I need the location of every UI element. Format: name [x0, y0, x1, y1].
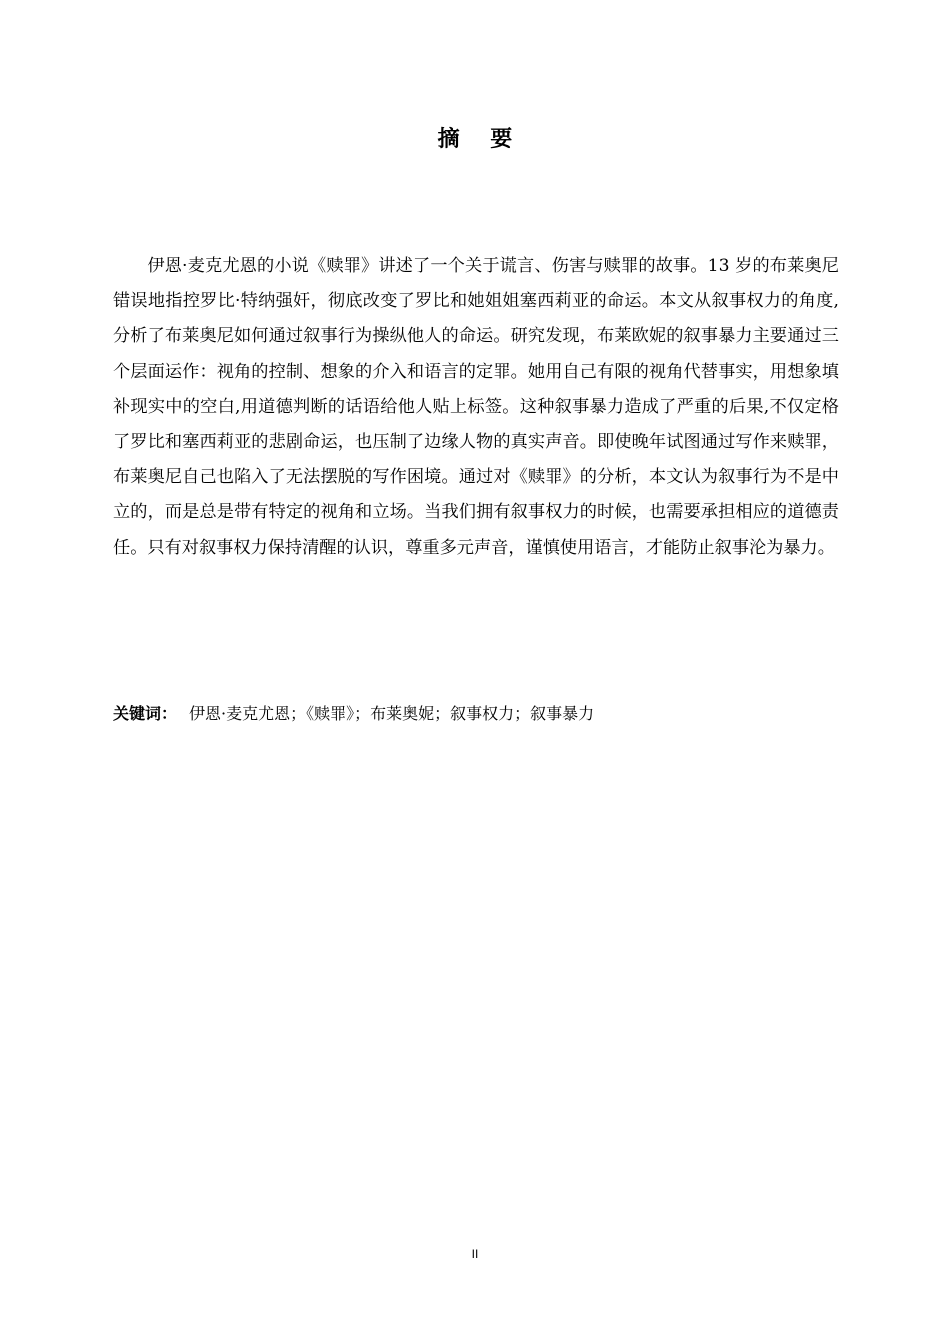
page-title: 摘 要 — [437, 127, 513, 152]
keywords-text: 伊恩·麦克尤恩；《赎罪》；布莱奥妮；叙事权力；叙事暴力 — [189, 704, 595, 723]
page-number: II — [471, 1247, 479, 1261]
keywords-label: 关键词： — [113, 704, 178, 723]
keywords-line — [113, 698, 839, 730]
abstract-body: 伊恩·麦克尤恩的小说《赎罪》讲述了一个关于谎言、伤害与赎罪的故事。13 岁的布莱奥尼错误地指控罗比·特纳强奸，彻底改变了罗比和她姐姐塞西莉亚的命运。本文从叙事权力的角度,分析了布莱奥尼如何通过叙事行为操纵他人的命运。研究发现，布莱欧妮的叙事暴力主要通过三个层面运作：视角的控制、想象的介入和语言的定罪。她用自己有限的视角代替事实，用想象填补现实中的空白,用道德判断的话语给他人贴上标签。这种叙事暴力造成了严重的后果,不仅定格了罗比和塞西莉亚的悲剧命运，也压制了边缘人物的真实声音。即使晚年试图通过写作来赎罪，布莱奥尼自己也陷入了无法摆脱的写作困境。通过对《赎罪》的分析，本文认为叙事行为不是中立的，而是总是带有特定的视角和立场。当我们拥有叙事权力的时候，也需要承担相应的道德责任。只有对叙事权力保持清醒的认识，尊重多元声音，谨慎使用语言，才能防止叙事沦为暴力。 — [113, 256, 839, 558]
